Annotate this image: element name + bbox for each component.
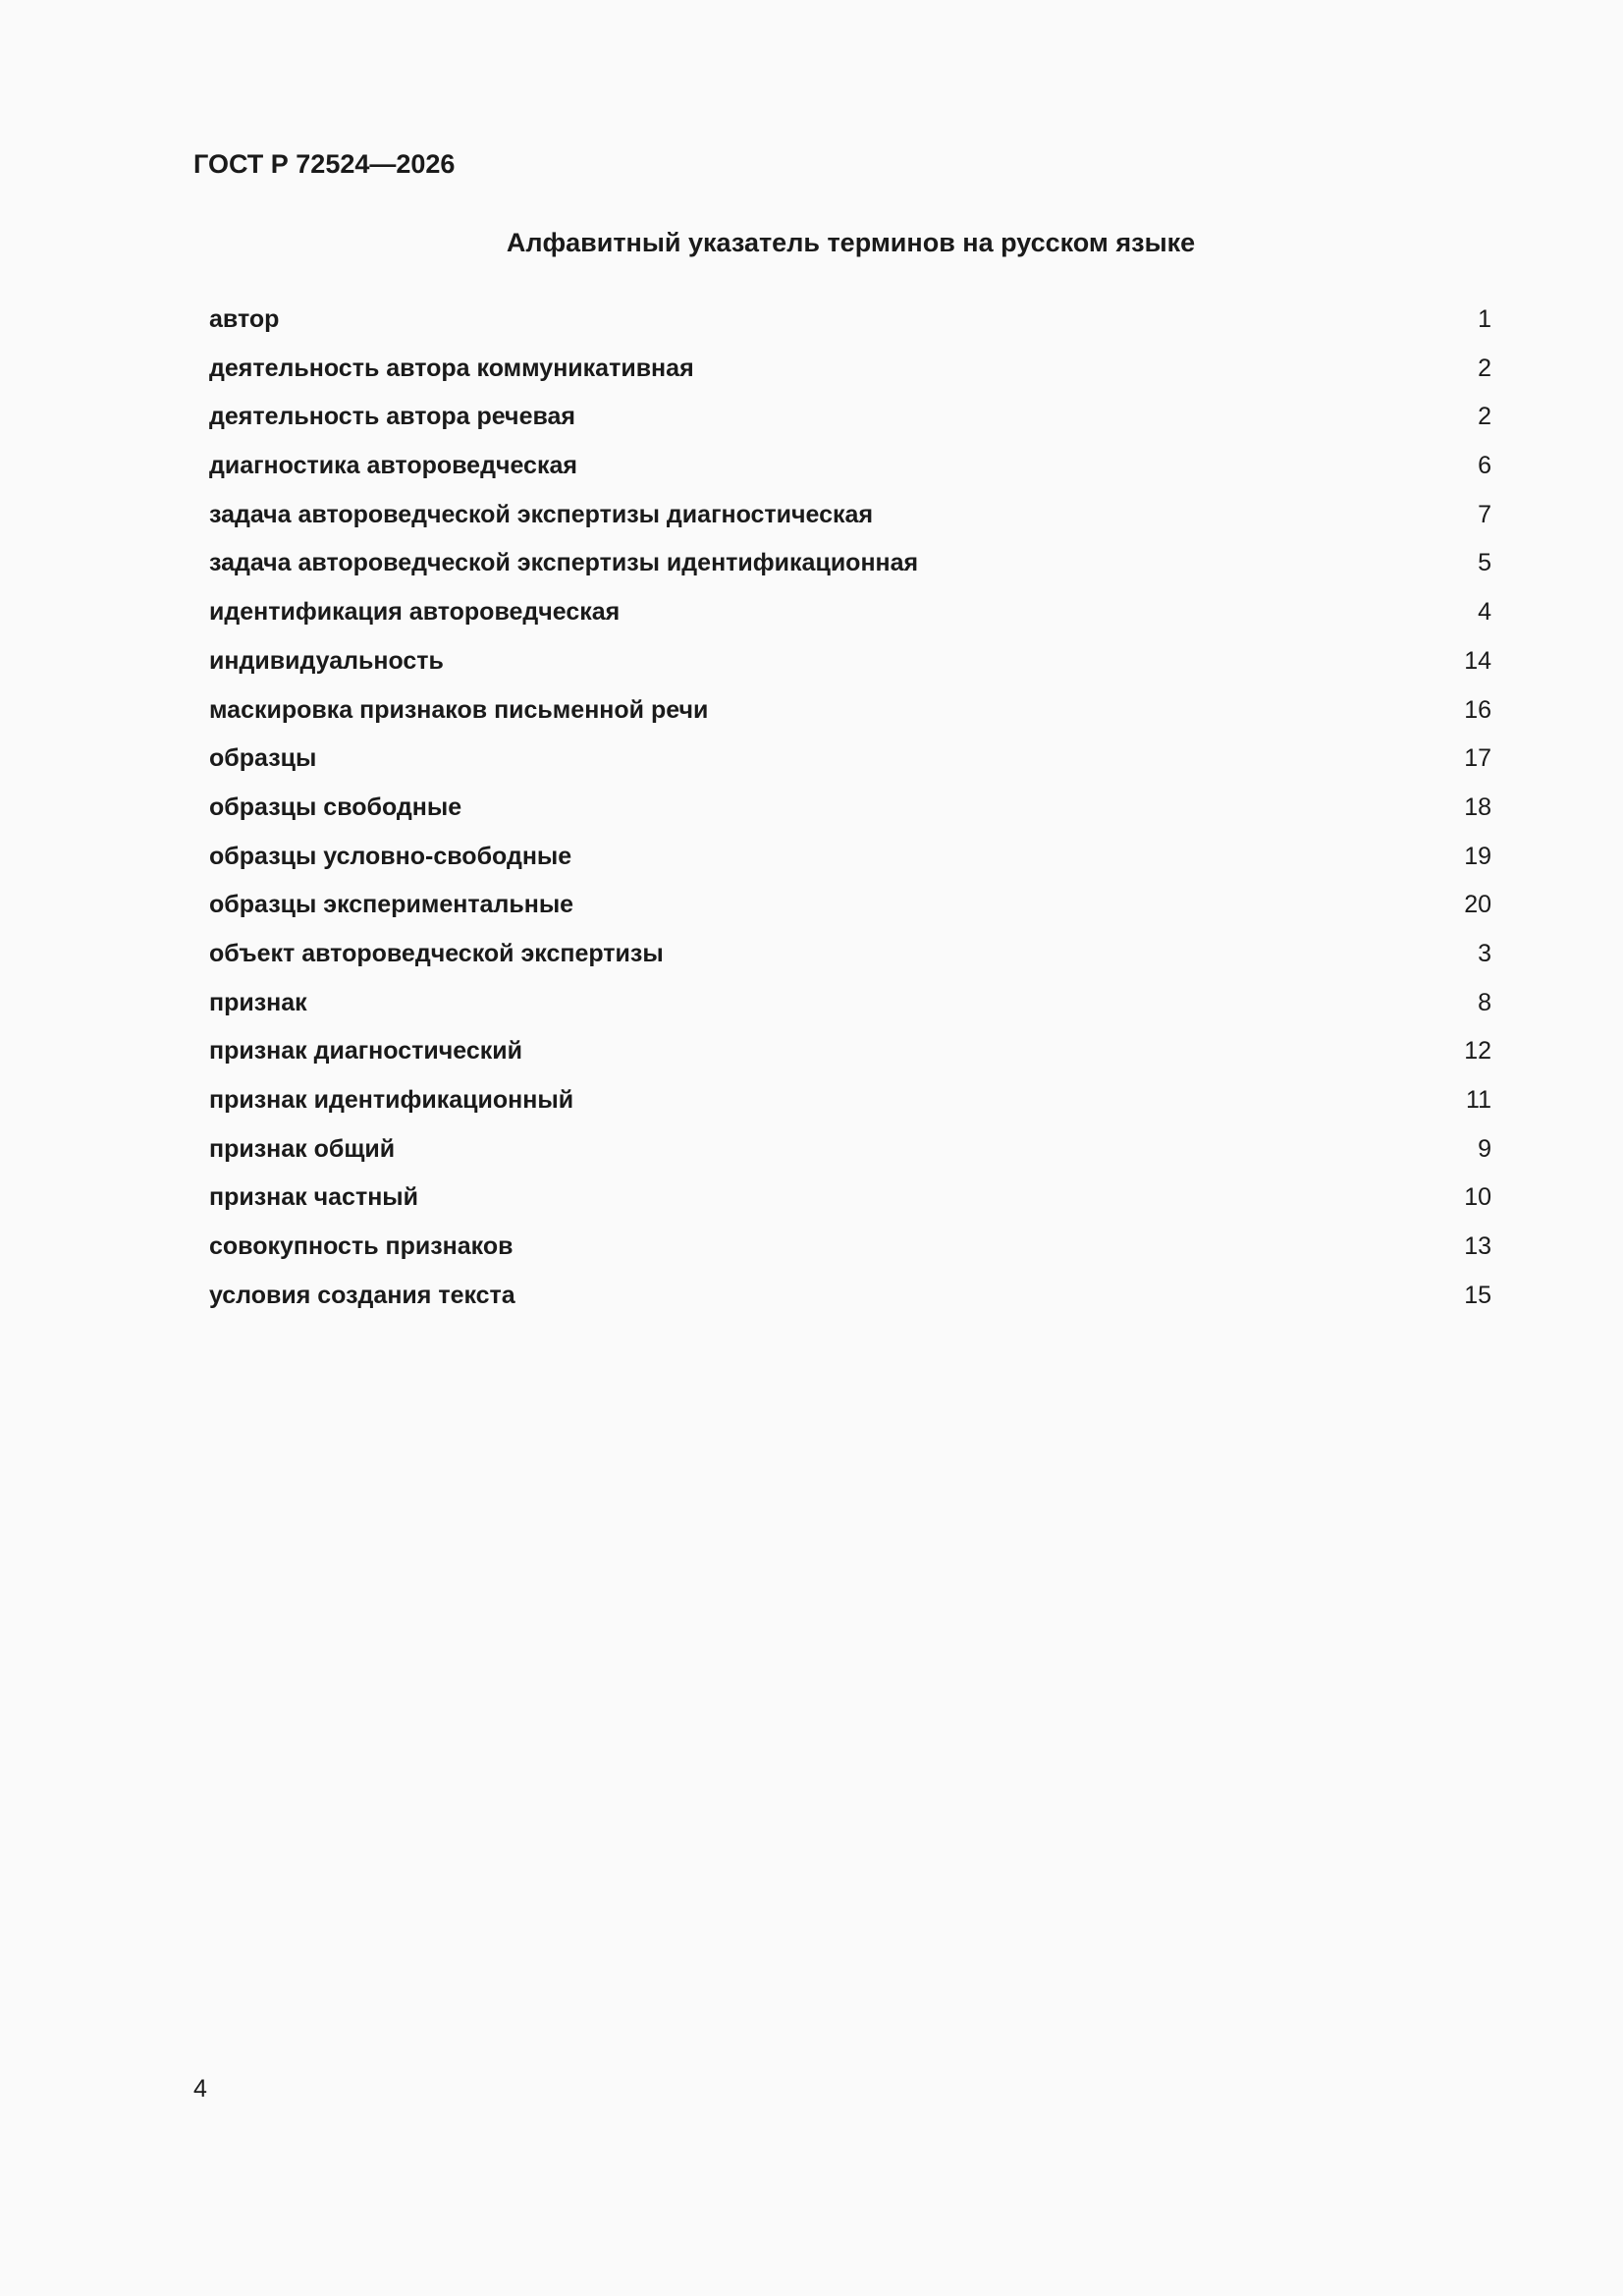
- index-term: автор: [209, 305, 280, 333]
- index-term-number: 17: [1464, 744, 1491, 773]
- index-title: Алфавитный указатель терминов на русском языке: [506, 228, 1196, 257]
- index-entry: [209, 301, 1491, 351]
- index-term-number: 1: [1478, 305, 1491, 333]
- index-entry: [209, 643, 1491, 692]
- index-term: индивидуальность: [209, 646, 444, 675]
- index-term: задача автороведческой экспертизы диагностическая: [209, 500, 874, 528]
- index-entry: [209, 839, 1491, 888]
- index-term: задача автороведческой экспертизы идентификационная: [209, 549, 919, 577]
- index-term-number: 6: [1478, 452, 1491, 480]
- index-term: образцы условно-свободные: [209, 842, 572, 870]
- index-term-number: 10: [1464, 1183, 1491, 1212]
- index-term: деятельность автора речевая: [209, 403, 576, 431]
- index-term-number: 8: [1478, 988, 1491, 1016]
- index-entry: [209, 1082, 1491, 1131]
- index-term: диагностика автороведческая: [209, 452, 577, 480]
- index-entry: [209, 1229, 1491, 1278]
- index-term: условия создания текста: [209, 1281, 515, 1309]
- index-entry: [209, 594, 1491, 643]
- index-term: признак частный: [209, 1183, 419, 1212]
- index-term: образцы: [209, 744, 317, 773]
- document-code: ГОСТ Р 72524—2026: [193, 149, 456, 179]
- index-entry: [209, 399, 1491, 448]
- index-term-number: 2: [1478, 403, 1491, 431]
- index-entry: [209, 1179, 1491, 1229]
- index-term-number: 2: [1478, 354, 1491, 382]
- index-term-number: 15: [1464, 1281, 1491, 1309]
- index-term-number: 14: [1464, 646, 1491, 675]
- index-entry: [209, 1278, 1491, 1327]
- index-term: признак общий: [209, 1134, 396, 1163]
- index-term-number: 20: [1464, 891, 1491, 919]
- index-entry: [209, 790, 1491, 839]
- index-term-number: 7: [1478, 500, 1491, 528]
- index-entry: [209, 985, 1491, 1034]
- index-entry: [209, 887, 1491, 936]
- index-term: признак идентификационный: [209, 1086, 574, 1114]
- index-term-number: 18: [1464, 793, 1491, 821]
- index-term: образцы свободные: [209, 793, 462, 821]
- index-entry: [209, 497, 1491, 546]
- page-number: 4: [193, 2075, 207, 2103]
- index-entry: [209, 740, 1491, 790]
- index-term-number: 19: [1464, 842, 1491, 870]
- index-entry: [209, 692, 1491, 741]
- index-term: деятельность автора коммуникативная: [209, 354, 694, 382]
- index-term: признак диагностический: [209, 1037, 522, 1066]
- index-term-number: 16: [1464, 695, 1491, 724]
- index-term-number: 11: [1466, 1086, 1491, 1114]
- index-entry: [209, 936, 1491, 985]
- index-term-number: 13: [1464, 1232, 1491, 1261]
- index-entry: [209, 448, 1491, 497]
- index-entry: [209, 351, 1491, 400]
- index-term: маскировка признаков письменной речи: [209, 695, 709, 724]
- index-term: объект автороведческой экспертизы: [209, 939, 664, 967]
- index-term: совокупность признаков: [209, 1232, 514, 1261]
- index-term-number: 4: [1478, 598, 1491, 627]
- index-term-number: 12: [1464, 1037, 1491, 1066]
- index-term: признак: [209, 988, 307, 1016]
- index-term: идентификация автороведческая: [209, 598, 621, 627]
- index-entry: [209, 1033, 1491, 1082]
- index-term-number: 5: [1478, 549, 1491, 577]
- index-entry: [209, 1131, 1491, 1180]
- index-term-number: 3: [1478, 939, 1491, 967]
- index-term-number: 9: [1478, 1134, 1491, 1163]
- index-entry: [209, 545, 1491, 594]
- term-index-list: [209, 301, 1491, 1326]
- index-term: образцы экспериментальные: [209, 891, 574, 919]
